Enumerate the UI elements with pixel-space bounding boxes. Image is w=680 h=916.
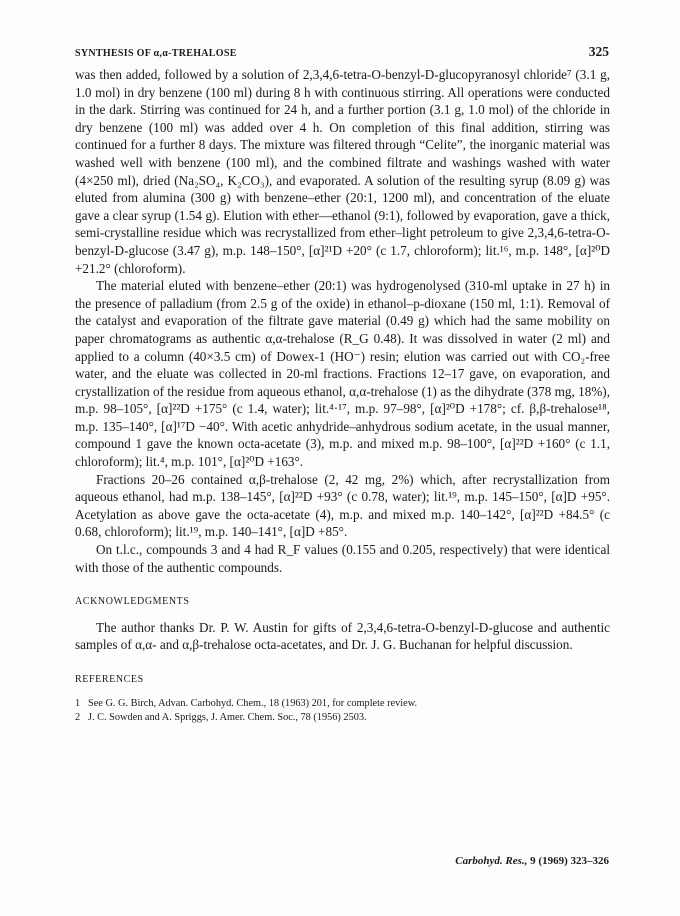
journal-citation — [455, 855, 609, 867]
reference-list — [75, 697, 610, 725]
acknowledgments-text: The author thanks Dr. P. W. Austin for gifts of 2,3,4,6-tetra-O-benzyl-D-glucose and authentic samples of α,α- and α,β-trehalose octa-acetates, and Dr. J. G. Buchanan for helpful discussion. — [75, 619, 610, 653]
page-number: 325 — [588, 44, 609, 59]
reference-item — [75, 711, 610, 725]
reference-text: J. C. Sowden and A. Spriggs, J. Amer. Chem. Soc., 78 (1956) 2503. — [88, 711, 367, 723]
references-heading: REFERENCES — [75, 674, 144, 685]
article-body — [75, 66, 610, 725]
running-head: SYNTHESIS OF α,α-TREHALOSE — [75, 48, 237, 59]
reference-text: See G. G. Birch, Advan. Carbohyd. Chem., 18 (1963) 201, for complete review. — [88, 697, 418, 709]
reference-item — [75, 697, 610, 711]
acknowledgments-heading: ACKNOWLEDGMENTS — [75, 596, 190, 608]
journal-name: Carbohyd. Res., — [455, 855, 528, 867]
reference-number: 2 — [75, 711, 81, 723]
body-paragraph-1: was then added, followed by a solution of 2,3,4,6-tetra-O-benzyl-D-glucopyranosyl chloride⁷ (3.1 g, 1.0 mol) in dry benzene (100 ml) during 8 h with continuous stirring. All operations were conducted in the dark. Stirring was continued for 24 h, and a further portion (3.1 g, 1.0 mol) of the chloride in dry benzene (100 ml) was added over 4 h. On completion of this final addition, stirring was continued for a further 8 days. The mixture was filtered through “Celite”, the inorganic material was washed well with benzene (100 ml), and the combined filtrate and washings washed with water (4×250 ml), dried (Na₂SO₄, K₂CO₃), and evaporated. A solution of the resulting syrup (8.09 g) was eluted from alumina (300 g) with benzene–ether (20:1, 1200 ml), and concentration of the eluate gave a clear syrup (1.54 g). Elution with ether—ethanol (9:1), followed by evaporation, gave a thick, semi-crystalline residue which was recrystallized from ether–light petroleum to give 2,3,4,6-tetra-O-benzyl-D-glucose (3.47 g), m.p. 148–150°, [α]²¹D +20° (c 1.7, chloroform); lit.¹⁶, m.p. 148°, [α]²⁰D +21.2° (chloroform). — [75, 67, 610, 276]
body-paragraph-4: On t.l.c., compounds 3 and 4 had R_F values (0.155 and 0.205, respectively) that were identical with those of the authentic compounds. — [75, 542, 610, 575]
reference-number: 1 — [75, 697, 81, 709]
body-paragraph-3: Fractions 20–26 contained α,β-trehalose (2, 42 mg, 2%) which, after recrystallization from aqueous ethanol, had m.p. 138–145°, [α]²²D +93° (c 0.78, water); lit.¹⁹, m.p. 145–150°, [α]D +95°. Acetylation as above gave the octa-acetate (4), m.p. and mixed m.p. 140–142°, [α]²²D +84.5° (c 0.68, chloroform); lit.¹⁹, m.p. 140–141°, [α]D +85°. — [75, 471, 610, 540]
body-paragraph-2: The material eluted with benzene–ether (20:1) was hydrogenolysed (310-ml uptake in 27 h) in the presence of palladium (from 2.5 g of the oxide) in ethanol–p-dioxane (150 ml, 1:1). Removal of the catalyst and evaporation of the filtrate gave material (0.49 g) which had the same mobility on paper chromatograms as authentic α,α-trehalose (R_G 0.48). It was dissolved in water (2 ml) and applied to a column (40×3.5 cm) of Dowex-1 (HO⁻) resin; elution was carried out with CO₂-free water, and the eluate was collected in 20-ml fractions. Fractions 12–17 gave, on evaporation, and crystallization of the residue from aqueous ethanol, α,α-trehalose (1) as the dihydrate (378 mg, 18%), m.p. 98–105°, [α]²²D +175° (c 1.4, water); lit.⁴·¹⁷, m.p. 97–98°, [α]²⁰D +178°; cf. β,β-trehalose¹⁸, m.p. 135–140°, [α]¹⁷D −40°. With acetic anhydride–anhydrous sodium acetate, in the usual manner, compound 1 gave the known octa-acetate (3), m.p. and mixed m.p. 98–100°, [α]²²D +160° (c 1.1, chloroform); lit.⁴, m.p. 101°, [α]²⁰D +163°. — [75, 278, 610, 470]
journal-volume: 9 (1969) 323–326 — [530, 855, 609, 867]
